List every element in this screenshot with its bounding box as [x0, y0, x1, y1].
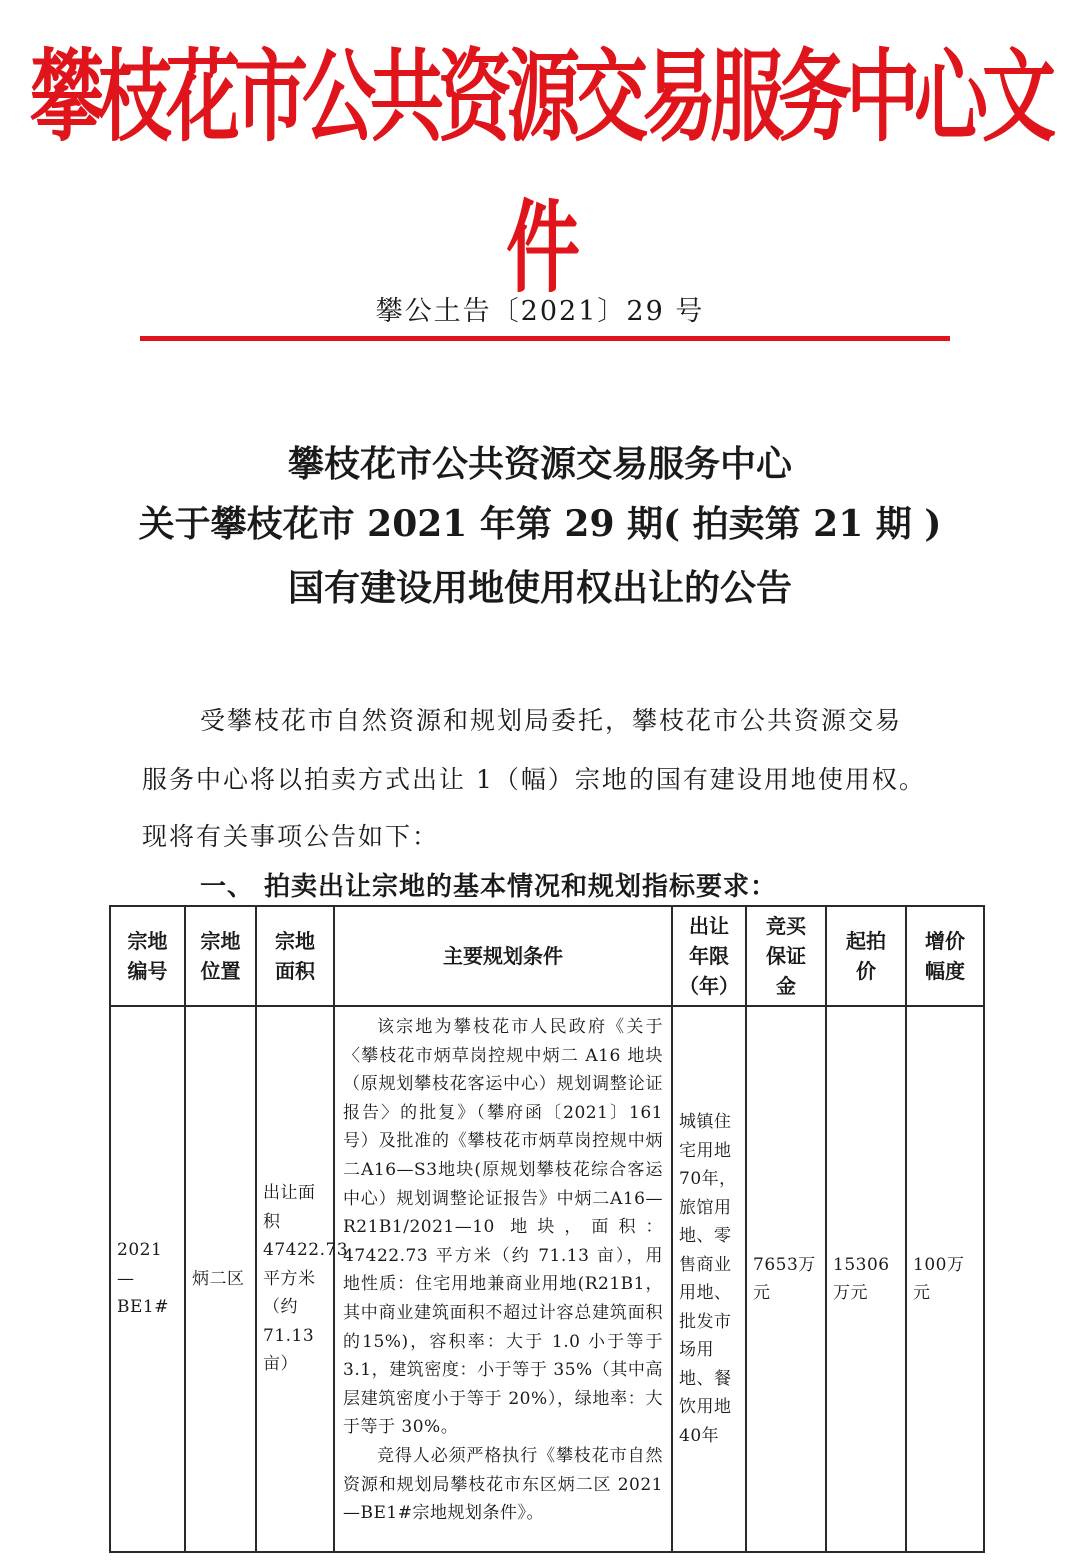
title-line-3: 国有建设用地使用权出让的公告 [287, 567, 792, 609]
section-heading: 一、 拍卖出让宗地的基本情况和规划指标要求： [200, 872, 778, 902]
title-line-1: 攀枝花市公共资源交易服务中心 [287, 443, 792, 485]
intro-paragraph-line-1: 受攀枝花市自然资源和规划局委托，攀枝花市公共资源交易 [200, 706, 903, 735]
parcel-table [109, 905, 985, 1553]
masthead-title: 攀枝花市公共资源交易服务中心文件 [30, 39, 1050, 307]
red-divider [140, 336, 950, 341]
cell-term: 城镇住宅用地70年，旅馆用地、零售商业用地、批发市场用地、餐饮用地40年 [672, 1006, 746, 1552]
cell-start-price: 15306万元 [826, 1006, 906, 1552]
header-location: 宗地 位置 [185, 906, 256, 1006]
header-conditions: 主要规划条件 [334, 906, 672, 1006]
title-line-2: 关于攀枝花市 2021 年第 29 期( 拍卖第 21 期 ) [138, 503, 942, 545]
cell-increment: 100万元 [906, 1006, 984, 1552]
cell-conditions [334, 1006, 672, 1552]
cell-location: 炳二区 [185, 1006, 256, 1552]
header-increment: 增价 幅度 [906, 906, 984, 1006]
cell-area: 出让面积47422.73平方米（约71.13亩） [256, 1006, 334, 1552]
header-deposit: 竞买 保证 金 [746, 906, 826, 1006]
table-header-row [110, 906, 984, 1006]
intro-paragraph-line-2: 服务中心将以拍卖方式出让 1（幅）宗地的国有建设用地使用权。 [142, 765, 926, 794]
header-term: 出让 年限 （年） [672, 906, 746, 1006]
conditions-paragraph-1: 该宗地为攀枝花市人民政府《关于〈攀枝花市炳草岗控规中炳二 A16 地块（原规划攀枝花客运中心）规划调整论证报告〉的批复》（攀府函〔2021〕161 号）及批准的《攀枝花市炳草岗控规中炳二A16—S3地块(原规划攀枝花综合客运中心）规划调整论证报告》中炳二A16—R21B1/2021—10 地块，面积：47422.73 平方米（约 71.13 亩），用地性质：住宅用地兼商业用地(R21B1，其中商业建筑面积不超过计容总建筑面积的15%)，容积率：大于 1.0 小于等于 3.1，建筑密度：小于等于 35%（其中高层建筑密度小于等于 20%），绿地率：大于等于 30%。 [343, 1017, 663, 1438]
header-parcel-no: 宗地 编号 [110, 906, 185, 1006]
intro-paragraph-line-3: 现将有关事项公告如下： [142, 822, 440, 851]
conditions-paragraph-2: 竞得人必须严格执行《攀枝花市自然资源和规划局攀枝花市东区炳二区 2021—BE1#宗地规划条件》。 [343, 1445, 663, 1524]
header-area: 宗地 面积 [256, 906, 334, 1006]
table-row [110, 1006, 984, 1552]
header-start-price: 起拍 价 [826, 906, 906, 1006]
cell-deposit: 7653万元 [746, 1006, 826, 1552]
document-number: 攀公土告〔2021〕29 号 [375, 296, 705, 327]
cell-parcel-no: 2021—BE1# [110, 1006, 185, 1552]
